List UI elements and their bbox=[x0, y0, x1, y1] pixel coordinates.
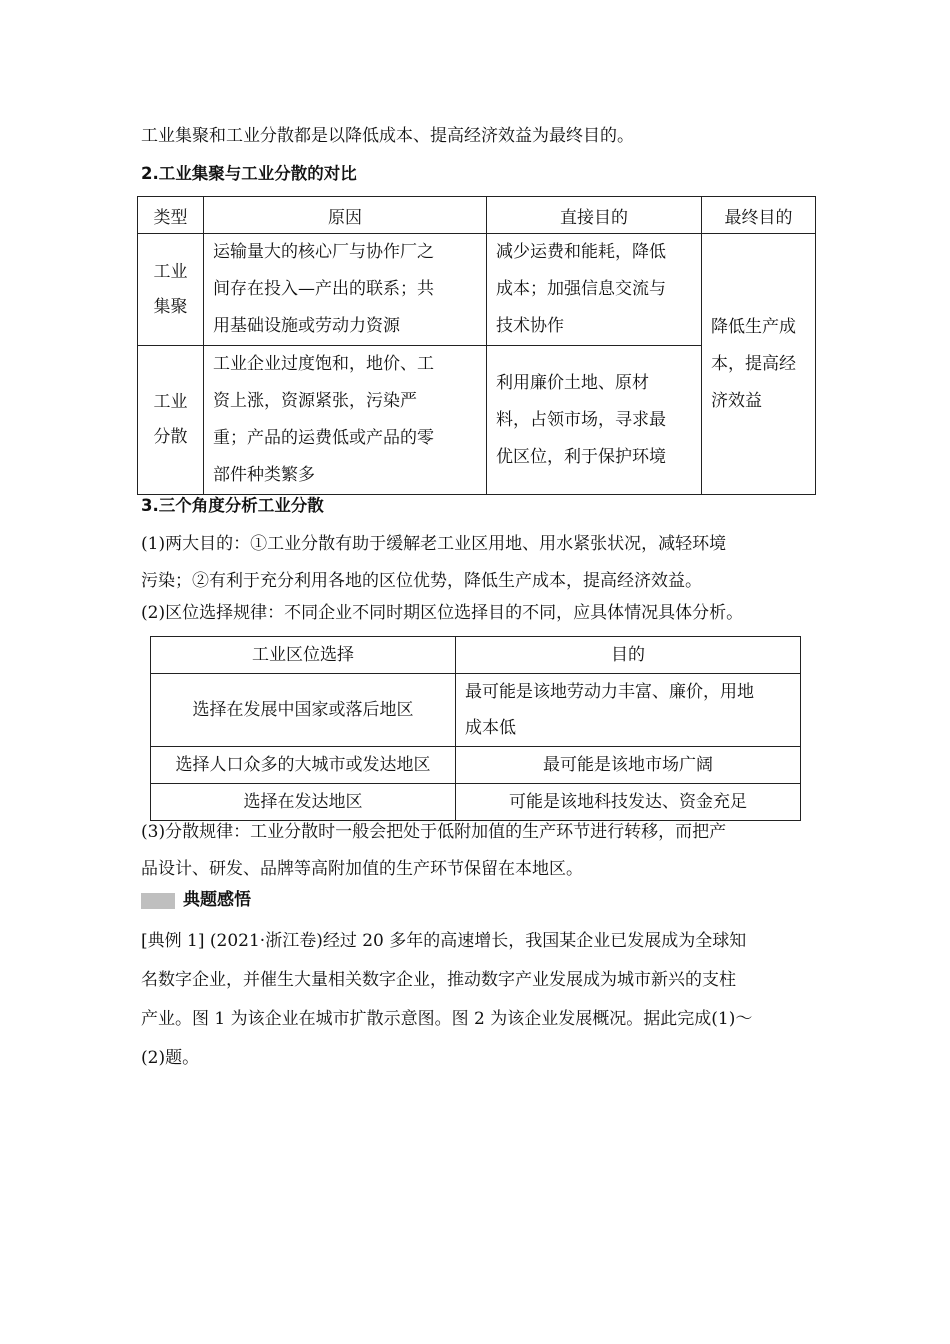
reason-line: 运输量大的核心厂与协作厂之 bbox=[213, 242, 434, 262]
direct-line: 技术协作 bbox=[496, 316, 564, 336]
table-row bbox=[138, 234, 816, 346]
header-purpose: 目的 bbox=[456, 637, 801, 674]
location-choice-table bbox=[150, 636, 801, 821]
choice-cell: 选择在发展中国家或落后地区 bbox=[151, 674, 456, 747]
example-line: 产业。图 1 为该企业在城市扩散示意图。图 2 为该企业发展概况。据此完成(1)～ bbox=[141, 1009, 753, 1029]
table-row bbox=[151, 674, 801, 747]
header-final-goal: 最终目的 bbox=[702, 197, 816, 234]
type-cell-dispersion bbox=[138, 346, 204, 495]
section-2-title: 2.工业集聚与工业分散的对比 bbox=[141, 164, 357, 183]
comparison-table bbox=[137, 196, 816, 495]
reason-cell-dispersion bbox=[204, 346, 487, 495]
section-heading-block bbox=[141, 886, 251, 914]
section-3-title: 3.三个角度分析工业分散 bbox=[141, 496, 324, 515]
choice-cell: 选择人口众多的大城市或发达地区 bbox=[151, 747, 456, 784]
reason-cell-agglomeration bbox=[204, 234, 487, 346]
type-line: 工业 bbox=[153, 392, 188, 412]
paragraph-line: 污染；②有利于充分利用各地的区位优势，降低生产成本，提高经济效益。 bbox=[141, 571, 702, 591]
paragraph-line: 品设计、研发、品牌等高附加值的生产环节保留在本地区。 bbox=[141, 859, 583, 879]
final-line: 济效益 bbox=[711, 390, 762, 411]
reason-line: 用基础设施或劳动力资源 bbox=[213, 316, 400, 336]
paragraph-line: (3)分散规律：工业分散时一般会把处于低附加值的生产环节进行转移，而把产 bbox=[141, 822, 727, 842]
purpose-line: 成本低 bbox=[465, 718, 516, 738]
example-line: (2)题。 bbox=[141, 1048, 200, 1068]
type-line: 工业 bbox=[153, 261, 188, 282]
type-line: 集聚 bbox=[153, 296, 188, 317]
purpose-cell: 可能是该地科技发达、资金充足 bbox=[456, 784, 801, 821]
final-line: 降低生产成 bbox=[711, 316, 796, 337]
table-header-row bbox=[138, 197, 816, 234]
choice-cell: 选择在发达地区 bbox=[151, 784, 456, 821]
purpose-line: 最可能是该地劳动力丰富、廉价，用地 bbox=[465, 682, 754, 702]
section-heading: 典题感悟 bbox=[183, 890, 251, 910]
final-line: 本，提高经 bbox=[711, 353, 796, 374]
intro-text: 工业集聚和工业分散都是以降低成本、提高经济效益为最终目的。 bbox=[141, 126, 634, 146]
final-goal-cell bbox=[702, 234, 816, 495]
direct-goal-cell-dispersion bbox=[487, 346, 702, 495]
direct-line: 利用廉价土地、原材 bbox=[496, 372, 649, 393]
paragraph-2: (2)区位选择规律：不同企业不同时期区位选择目的不同，应具体情况具体分析。 bbox=[141, 603, 744, 623]
header-type: 类型 bbox=[138, 197, 204, 234]
example-line: [典例 1] (2021·浙江卷)经过 20 多年的高速增长，我国某企业已发展成为全球知 bbox=[141, 931, 747, 951]
example-paragraph bbox=[141, 922, 752, 1078]
reason-line: 工业企业过度饱和，地价、工 bbox=[213, 354, 434, 374]
section-bar-decoration bbox=[141, 893, 175, 909]
paragraph-line: (1)两大目的：①工业分散有助于缓解老工业区用地、用水紧张状况，减轻环境 bbox=[141, 534, 727, 554]
reason-line: 部件种类繁多 bbox=[213, 465, 315, 485]
header-reason: 原因 bbox=[204, 197, 487, 234]
direct-line: 成本；加强信息交流与 bbox=[496, 279, 666, 299]
purpose-cell: 最可能是该地市场广阔 bbox=[456, 747, 801, 784]
direct-line: 减少运费和能耗，降低 bbox=[496, 242, 666, 262]
type-cell-agglomeration bbox=[138, 234, 204, 346]
direct-line: 优区位，利于保护环境 bbox=[496, 446, 666, 467]
direct-line: 料，占领市场，寻求最 bbox=[496, 409, 666, 430]
table-header-row bbox=[151, 637, 801, 674]
reason-line: 资上涨，资源紧张，污染严 bbox=[213, 391, 417, 411]
table-row bbox=[151, 747, 801, 784]
header-direct-goal: 直接目的 bbox=[487, 197, 702, 234]
example-line: 名数字企业，并催生大量相关数字企业，推动数字产业发展成为城市新兴的支柱 bbox=[141, 970, 736, 990]
header-location-choice: 工业区位选择 bbox=[151, 637, 456, 674]
type-line: 分散 bbox=[153, 427, 188, 447]
paragraph-1 bbox=[141, 526, 726, 600]
direct-goal-cell-agglomeration bbox=[487, 234, 702, 346]
purpose-cell bbox=[456, 674, 801, 747]
reason-line: 重；产品的运费低或产品的零 bbox=[213, 428, 434, 448]
paragraph-3 bbox=[141, 814, 726, 888]
reason-line: 间存在投入—产出的联系；共 bbox=[213, 279, 434, 299]
